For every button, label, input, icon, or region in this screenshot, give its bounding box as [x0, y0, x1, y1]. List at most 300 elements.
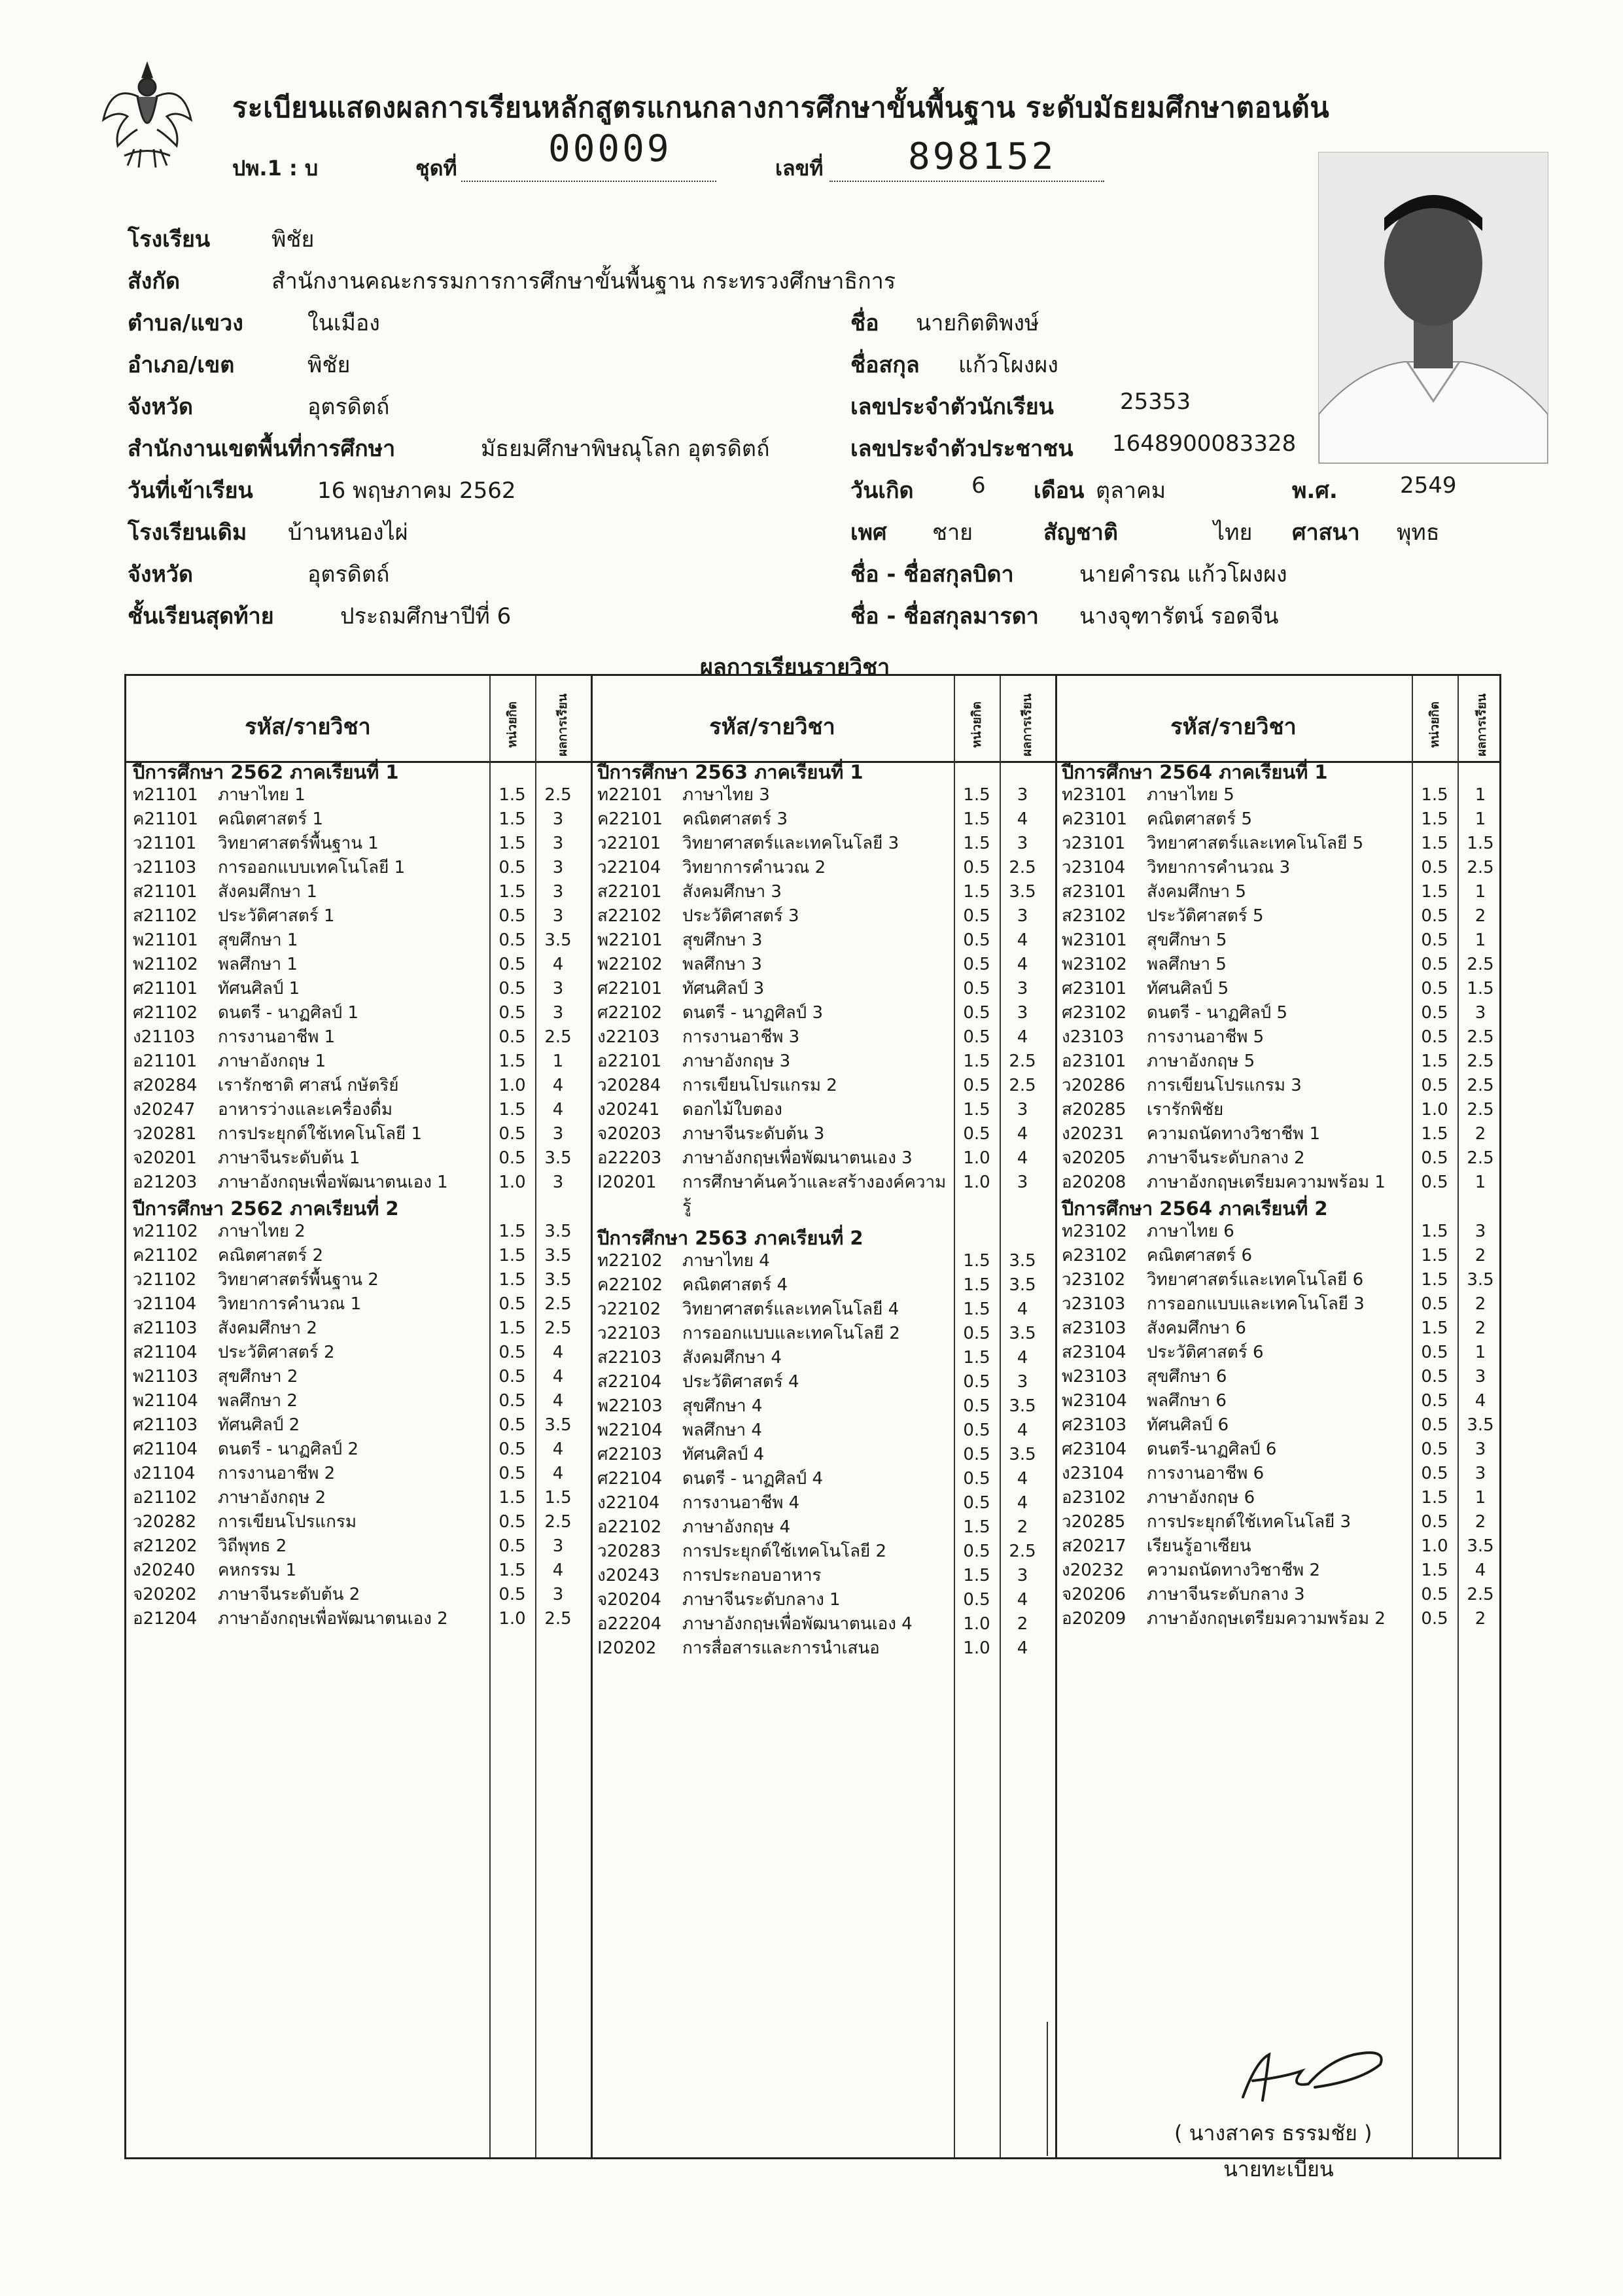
- subject-code: ง21103: [133, 1027, 196, 1047]
- table-row: [597, 1540, 1055, 1564]
- subject-name: สุขศึกษา 1: [218, 930, 298, 950]
- subject-name: ภาษาไทย 2: [218, 1222, 305, 1241]
- school-value: พิชัย: [271, 226, 315, 253]
- grade-value: 3: [1475, 1464, 1486, 1483]
- subject-name: ทัศนศิลป์ 1: [218, 979, 300, 998]
- subject-code: พ22101: [597, 930, 663, 950]
- table-row: [133, 953, 591, 977]
- last-name-value: แก้วโผงผง: [958, 352, 1058, 378]
- subject-name: คณิตศาสตร์ 4: [682, 1275, 788, 1295]
- birth-year-value: 2549: [1400, 472, 1457, 499]
- table-row: [133, 856, 591, 880]
- grade-value: 3: [1017, 785, 1028, 805]
- grade-value: 4: [1017, 1421, 1028, 1440]
- garuda-emblem-icon: [98, 58, 196, 172]
- grade-value: 2: [1475, 1609, 1486, 1629]
- registrar-name: ( นางสาคร ธรรมชัย ): [1174, 2121, 1372, 2146]
- grade-value: 2: [1475, 1318, 1486, 1338]
- credit-value: 0.5: [1421, 1003, 1448, 1023]
- table-row: [1062, 1292, 1503, 1316]
- table-row: [133, 1486, 591, 1510]
- credit-value: 1.5: [498, 1222, 526, 1241]
- subject-code: ว20286: [1062, 1076, 1126, 1095]
- subject-code: ว22102: [597, 1299, 661, 1319]
- table-row: [1062, 1146, 1503, 1171]
- table-row: [597, 856, 1055, 880]
- table-row: [133, 1050, 591, 1074]
- grade-value: 3.5: [1467, 1536, 1494, 1556]
- credit-value: 1.5: [498, 785, 526, 805]
- credit-value: 1.5: [963, 1517, 990, 1537]
- subject-code: ส21103: [133, 1318, 198, 1338]
- table-row: [1062, 783, 1503, 807]
- subject-name: ประวัติศาสตร์ 3: [682, 906, 799, 926]
- subject-code: ค21102: [133, 1246, 199, 1265]
- subdistrict-value: ในเมือง: [307, 310, 380, 336]
- subject-name: ภาษาจีนระดับต้น 3: [682, 1124, 825, 1144]
- grade-value: 2.5: [544, 1318, 572, 1338]
- credit-value: 1.5: [963, 1100, 990, 1120]
- credit-value: 1.5: [498, 809, 526, 829]
- subject-name: ภาษาอังกฤษเตรียมความพร้อม 1: [1147, 1173, 1386, 1192]
- credit-value: 0.5: [1421, 858, 1448, 877]
- grade-value: 3.5: [1009, 882, 1036, 902]
- table-row: [133, 1025, 591, 1050]
- subject-name: ประวัติศาสตร์ 1: [218, 906, 335, 926]
- semester-title: ปีการศึกษา 2562 ภาคเรียนที่ 1: [133, 761, 399, 783]
- grade-value: 3.5: [1009, 1275, 1036, 1295]
- grade-value: 1: [1475, 809, 1486, 829]
- table-row: [597, 1001, 1055, 1025]
- subject-name: สุขศึกษา 4: [682, 1396, 763, 1416]
- subject-code: ท23101: [1062, 785, 1127, 805]
- grade-value: 4: [1017, 1493, 1028, 1513]
- table-row: [1062, 1122, 1503, 1146]
- table-row: [1062, 1510, 1503, 1534]
- subject-name: เรารักชาติ ศาสน์ กษัตริย์: [218, 1076, 399, 1095]
- birth-month-label: เดือน: [1034, 478, 1085, 504]
- table-row: [597, 832, 1055, 856]
- grade-value: 1: [1475, 1343, 1486, 1362]
- subject-code: ท21101: [133, 785, 198, 805]
- table-row: [597, 1050, 1055, 1074]
- credit-value: 0.5: [498, 1148, 526, 1168]
- subject-code: ง20247: [133, 1100, 196, 1120]
- col2-credit-header: หน่วยกิต: [969, 701, 984, 749]
- credit-value: 0.5: [498, 1439, 526, 1459]
- credit-value: 1.0: [498, 1076, 526, 1095]
- table-row: [1062, 1413, 1503, 1438]
- subject-code: ท22101: [597, 785, 663, 805]
- table-row: [597, 1171, 1055, 1195]
- table-row: [133, 1462, 591, 1486]
- subject-name: การงานอาชีพ 2: [218, 1464, 336, 1483]
- table-row: [597, 1612, 1055, 1636]
- subject-code: ว20283: [597, 1542, 661, 1561]
- subject-name: การประกอบอาหาร: [682, 1566, 822, 1585]
- credit-value: 0.5: [1421, 979, 1448, 998]
- results-column-3: [1062, 761, 1503, 1631]
- subject-name: การงานอาชีพ 6: [1147, 1464, 1265, 1483]
- signature-box-left-line: [1047, 2022, 1048, 2156]
- subdistrict-label: ตำบล/แขวง: [128, 310, 243, 336]
- subject-name: ภาษาไทย 6: [1147, 1222, 1234, 1241]
- birth-day-value: 6: [971, 472, 986, 499]
- credit-value: 0.5: [963, 1590, 990, 1610]
- grade-value: 1: [1475, 930, 1486, 950]
- grade-value: 1: [1475, 882, 1486, 902]
- grade-value: 3: [552, 906, 564, 926]
- credit-value: 1.5: [1421, 785, 1448, 805]
- subject-code: ว22103: [597, 1324, 661, 1343]
- credit-value: 0.5: [1421, 1512, 1448, 1532]
- grade-value: 4: [1017, 930, 1028, 950]
- grade-value: 3: [1017, 1100, 1028, 1120]
- grade-value: 2: [1017, 1614, 1028, 1634]
- subject-name: เรียนรู้อาเซียน: [1147, 1536, 1251, 1556]
- subject-code: ส23101: [1062, 882, 1126, 902]
- col1-grade-header: ผลการเรียน: [555, 694, 570, 756]
- grade-value: 4: [1017, 1638, 1028, 1658]
- subject-name: ดนตรี - นาฏศิลป์ 2: [218, 1439, 358, 1459]
- subject-code: ว23102: [1062, 1270, 1126, 1290]
- grade-value: 3: [1475, 1367, 1486, 1386]
- subject-code: ว20281: [133, 1124, 197, 1144]
- subject-name: ภาษาไทย 1: [218, 785, 305, 805]
- subject-name: ทัศนศิลป์ 5: [1147, 979, 1229, 998]
- subject-code: อ21101: [133, 1051, 198, 1071]
- credit-value: 1.5: [963, 1251, 990, 1271]
- grade-value: 3.5: [1467, 1415, 1494, 1435]
- subject-name: พลศึกษา 3: [682, 955, 762, 974]
- credit-value: 1.0: [963, 1173, 990, 1192]
- table-row: [1062, 1268, 1503, 1292]
- grade-value: 2.5: [1467, 1027, 1494, 1047]
- credit-value: 0.5: [1421, 1391, 1448, 1411]
- subject-name: ภาษาจีนระดับกลาง 3: [1147, 1585, 1305, 1604]
- credit-value: 0.5: [963, 1124, 990, 1144]
- subject-name: ภาษาจีนระดับกลาง 2: [1147, 1148, 1305, 1168]
- credit-value: 0.5: [963, 1076, 990, 1095]
- subject-code: พ23102: [1062, 955, 1127, 974]
- table-row: [133, 1316, 591, 1341]
- table-row: [1062, 1607, 1503, 1631]
- credit-value: 1.0: [963, 1638, 990, 1658]
- grade-value: 4: [1017, 809, 1028, 829]
- subject-code: ค22101: [597, 809, 663, 829]
- subject-code: ว21103: [133, 858, 197, 877]
- grade-value: 2.5: [1467, 1148, 1494, 1168]
- table-row: [597, 1515, 1055, 1540]
- subject-code: ส22101: [597, 882, 662, 902]
- grade-value: 4: [1017, 1348, 1028, 1368]
- table-row: [133, 1268, 591, 1292]
- subject-name: วิทยาศาสตร์และเทคโนโลยี 3: [682, 834, 899, 853]
- table-row: [1062, 1220, 1503, 1244]
- credit-value: 1.5: [963, 1275, 990, 1295]
- semester-title: ปีการศึกษา 2564 ภาคเรียนที่ 2: [1062, 1197, 1328, 1220]
- subject-name: ดนตรี - นาฏศิลป์ 5: [1147, 1003, 1287, 1023]
- grade-value: 1.5: [544, 1488, 572, 1508]
- grade-value: 2.5: [1467, 1585, 1494, 1604]
- citizen-id-value: 1648900083328: [1112, 431, 1297, 457]
- table-row: [1062, 880, 1503, 904]
- subject-name: วิทยาศาสตร์พื้นฐาน 2: [218, 1270, 379, 1290]
- credit-value: 0.5: [963, 1372, 990, 1392]
- credit-value: 0.5: [963, 1027, 990, 1047]
- student-photo-icon: [1319, 152, 1548, 463]
- last-grade-label: ชั้นเรียนสุดท้าย: [128, 603, 274, 629]
- subject-code: ศ22103: [597, 1445, 663, 1464]
- grade-value: 3: [552, 1124, 564, 1144]
- table-row: [1062, 1389, 1503, 1413]
- subject-name: คณิตศาสตร์ 2: [218, 1246, 324, 1265]
- grade-value: 3.5: [1009, 1324, 1036, 1343]
- subject-name: ความถนัดทางวิชาชีพ 1: [1147, 1124, 1321, 1144]
- credit-value: 1.5: [1421, 1488, 1448, 1508]
- table-row: [1062, 1341, 1503, 1365]
- credit-value: 0.5: [1421, 1415, 1448, 1435]
- credit-value: 0.5: [1421, 930, 1448, 950]
- grade-value: 2: [1475, 1294, 1486, 1314]
- subject-name: วิทยาการคำนวณ 2: [682, 858, 826, 877]
- subject-name: สังคมศึกษา 1: [218, 882, 317, 902]
- col2-grade-header: ผลการเรียน: [1020, 694, 1034, 756]
- nationality-label: สัญชาติ: [1043, 520, 1118, 546]
- grade-value: 2.5: [544, 1027, 572, 1047]
- table-row: [1062, 1050, 1503, 1074]
- subject-name: ภาษาไทย 5: [1147, 785, 1234, 805]
- credit-value: 0.5: [1421, 1585, 1448, 1604]
- grade-value: 1: [552, 1051, 564, 1071]
- credit-value: 0.5: [963, 930, 990, 950]
- subject-code: อ23101: [1062, 1051, 1126, 1071]
- credit-value: 1.5: [498, 834, 526, 853]
- subject-code: อ23102: [1062, 1488, 1126, 1508]
- credit-value: 1.5: [498, 1561, 526, 1580]
- birth-day-label: วันเกิด: [850, 478, 914, 504]
- table-row: [597, 953, 1055, 977]
- credit-value: 0.5: [1421, 1609, 1448, 1629]
- table-row: [597, 928, 1055, 953]
- credit-value: 1.5: [498, 1051, 526, 1071]
- table-row: [597, 904, 1055, 928]
- credit-value: 0.5: [498, 1124, 526, 1144]
- subject-code: ส21202: [133, 1536, 198, 1556]
- table-row: [1062, 1486, 1503, 1510]
- credit-value: 0.5: [498, 955, 526, 974]
- subject-name: ภาษาอังกฤษเพื่อพัฒนาตนเอง 1: [218, 1173, 448, 1192]
- grade-value: 4: [552, 1367, 564, 1386]
- grade-value: 3: [552, 834, 564, 853]
- subject-code: ง23103: [1062, 1027, 1125, 1047]
- table-row: [1062, 1171, 1503, 1195]
- grade-value: 4: [1017, 1027, 1028, 1047]
- table-row: [597, 783, 1055, 807]
- grade-value: 2: [1475, 1124, 1486, 1144]
- credit-value: 1.5: [963, 1051, 990, 1071]
- table-row: [133, 1534, 591, 1559]
- father-value: นายคำรณ แก้วโผงผง: [1079, 561, 1287, 588]
- grades-table: [124, 674, 1501, 2159]
- subject-name: ภาษาไทย 3: [682, 785, 770, 805]
- subject-name: ทัศนศิลป์ 4: [682, 1445, 765, 1464]
- subject-code: พ23103: [1062, 1367, 1127, 1386]
- table-row: [133, 1559, 591, 1583]
- grade-value: 3: [1017, 1566, 1028, 1585]
- subject-name: วิทยาศาสตร์และเทคโนโลยี 4: [682, 1299, 899, 1319]
- subject-code: ศ21101: [133, 979, 198, 998]
- sex-value: ชาย: [932, 520, 973, 546]
- subject-code: พ22102: [597, 955, 663, 974]
- table-row: [133, 1001, 591, 1025]
- table-row: [133, 977, 591, 1001]
- grade-value: 2: [1017, 1517, 1028, 1537]
- grade-value: 3: [552, 1536, 564, 1556]
- subject-name: วิทยาศาสตร์และเทคโนโลยี 5: [1147, 834, 1364, 853]
- subject-name: การเขียนโปรแกรม 3: [1147, 1076, 1302, 1095]
- credit-value: 0.5: [963, 1542, 990, 1561]
- credit-value: 0.5: [498, 1464, 526, 1483]
- birth-year-label: พ.ศ.: [1292, 478, 1338, 504]
- subject-name: ภาษาจีนระดับต้น 1: [218, 1148, 360, 1168]
- credit-value: 1.5: [1421, 1270, 1448, 1290]
- grade-value: 3: [1017, 906, 1028, 926]
- subject-name: อาหารว่างและเครื่องดื่ม: [218, 1100, 393, 1120]
- grade-value: 3: [1475, 1003, 1486, 1023]
- subject-name: ดนตรี - นาฏศิลป์ 4: [682, 1469, 823, 1489]
- subject-code: ศ22101: [597, 979, 663, 998]
- credit-value: 0.5: [963, 1396, 990, 1416]
- credit-value: 0.5: [1421, 1076, 1448, 1095]
- results-column-1: [133, 761, 591, 1631]
- subject-name: ทัศนศิลป์ 3: [682, 979, 765, 998]
- subject-name: วิทยาศาสตร์และเทคโนโลยี 6: [1147, 1270, 1364, 1290]
- credit-value: 0.5: [963, 1421, 990, 1440]
- subject-code: ง23104: [1062, 1464, 1125, 1483]
- subject-code: ศ21104: [133, 1439, 198, 1459]
- table-row: [597, 1346, 1055, 1370]
- subject-code: พ23104: [1062, 1391, 1127, 1411]
- grade-value: 3.5: [1467, 1270, 1494, 1290]
- col-divider-2: [1055, 676, 1057, 2157]
- credit-value: 1.5: [963, 1566, 990, 1585]
- subject-code: ท22102: [597, 1251, 663, 1271]
- subject-code: ง20241: [597, 1100, 660, 1120]
- subject-name: คณิตศาสตร์ 3: [682, 809, 788, 829]
- table-row: [1062, 928, 1503, 953]
- table-row: [1062, 1098, 1503, 1122]
- subject-code: ส22102: [597, 906, 662, 926]
- subject-name: การออกแบบเทคโนโลยี 1: [218, 858, 406, 877]
- credit-value: 0.5: [498, 1536, 526, 1556]
- subject-name: ดนตรี-นาฏศิลป์ 6: [1147, 1439, 1277, 1459]
- subject-name: สังคมศึกษา 2: [218, 1318, 317, 1338]
- subject-code: ว23103: [1062, 1294, 1126, 1314]
- subject-name: ภาษาอังกฤษ 3: [682, 1051, 791, 1071]
- citizen-id-label: เลขประจำตัวประชาชน: [850, 436, 1073, 462]
- credit-value: 0.5: [1421, 955, 1448, 974]
- grade-value: 4: [552, 1391, 564, 1411]
- grade-value: 4: [552, 1100, 564, 1120]
- credit-value: 0.5: [498, 979, 526, 998]
- subject-code: ว22101: [597, 834, 661, 853]
- table-row: [597, 1298, 1055, 1322]
- credit-value: 0.5: [963, 1493, 990, 1513]
- subject-name: วิทยาศาสตร์พื้นฐาน 1: [218, 834, 379, 853]
- table-row: [597, 1025, 1055, 1050]
- credit-value: 0.5: [963, 1324, 990, 1343]
- subject-code: ว23104: [1062, 858, 1126, 877]
- grade-value: 2: [1475, 906, 1486, 926]
- subject-name: ภาษาอังกฤษ 5: [1147, 1051, 1255, 1071]
- grade-value: 2.5: [1467, 858, 1494, 877]
- table-row: [1062, 1001, 1503, 1025]
- student-id-value: 25353: [1120, 389, 1191, 415]
- credit-value: 1.5: [963, 785, 990, 805]
- subject-name: ประวัติศาสตร์ 4: [682, 1372, 799, 1392]
- subject-name: ภาษาอังกฤษเพื่อพัฒนาตนเอง 2: [218, 1609, 448, 1629]
- table-row: [1062, 1244, 1503, 1268]
- credit-value: 1.5: [1421, 1561, 1448, 1580]
- credit-value: 0.5: [498, 1512, 526, 1532]
- credit-value: 0.5: [963, 906, 990, 926]
- subject-code: ค23101: [1062, 809, 1128, 829]
- subject-code: I20202: [597, 1638, 657, 1658]
- subject-name: คหกรรม 1: [218, 1561, 297, 1580]
- subject-code: ส21102: [133, 906, 198, 926]
- subject-name: คณิตศาสตร์ 6: [1147, 1246, 1253, 1265]
- birth-month-value: ตุลาคม: [1096, 478, 1166, 504]
- table-row: [133, 1171, 591, 1195]
- subject-code: ว20284: [597, 1076, 661, 1095]
- subject-code: ค21101: [133, 809, 199, 829]
- subject-name: พลศึกษา 6: [1147, 1391, 1227, 1411]
- table-row: [133, 1220, 591, 1244]
- mother-label: ชื่อ - ชื่อสกุลมารดา: [850, 603, 1039, 629]
- grade-value: 4: [552, 1464, 564, 1483]
- grade-value: 3.5: [544, 1246, 572, 1265]
- set-label: ชุดที่: [415, 156, 457, 181]
- subject-code: ง20240: [133, 1561, 196, 1580]
- table-row: [597, 1146, 1055, 1171]
- subject-name: สุขศึกษา 5: [1147, 930, 1227, 950]
- grade-value: 3.5: [1009, 1251, 1036, 1271]
- semester-title: ปีการศึกษา 2563 ภาคเรียนที่ 2: [597, 1227, 864, 1249]
- table-row: [133, 832, 591, 856]
- grade-value: 4: [1017, 1590, 1028, 1610]
- table-row: [133, 904, 591, 928]
- subject-code: ง20243: [597, 1566, 660, 1585]
- subject-name: คณิตศาสตร์ 5: [1147, 809, 1253, 829]
- credit-value: 1.5: [1421, 882, 1448, 902]
- nationality-value: ไทย: [1213, 520, 1253, 546]
- subject-name: การศึกษาค้นคว้าและสร้างองค์ความ: [682, 1173, 947, 1192]
- subject-name: การงานอาชีพ 5: [1147, 1027, 1265, 1047]
- subject-code: ค23102: [1062, 1246, 1128, 1265]
- religion-label: ศาสนา: [1292, 520, 1360, 546]
- subject-name: สุขศึกษา 2: [218, 1367, 298, 1386]
- prev-province-value: อุตรดิตถ์: [307, 561, 390, 588]
- prev-province-label: จังหวัด: [128, 561, 194, 588]
- credit-value: 1.5: [1421, 834, 1448, 853]
- credit-value: 0.5: [498, 1415, 526, 1435]
- grade-value: 2.5: [1467, 955, 1494, 974]
- subject-code: จ20201: [133, 1148, 197, 1168]
- subject-code: ว21102: [133, 1270, 197, 1290]
- subject-name: วิถีพุทธ 2: [218, 1536, 287, 1556]
- subject-code: จ20203: [597, 1124, 661, 1144]
